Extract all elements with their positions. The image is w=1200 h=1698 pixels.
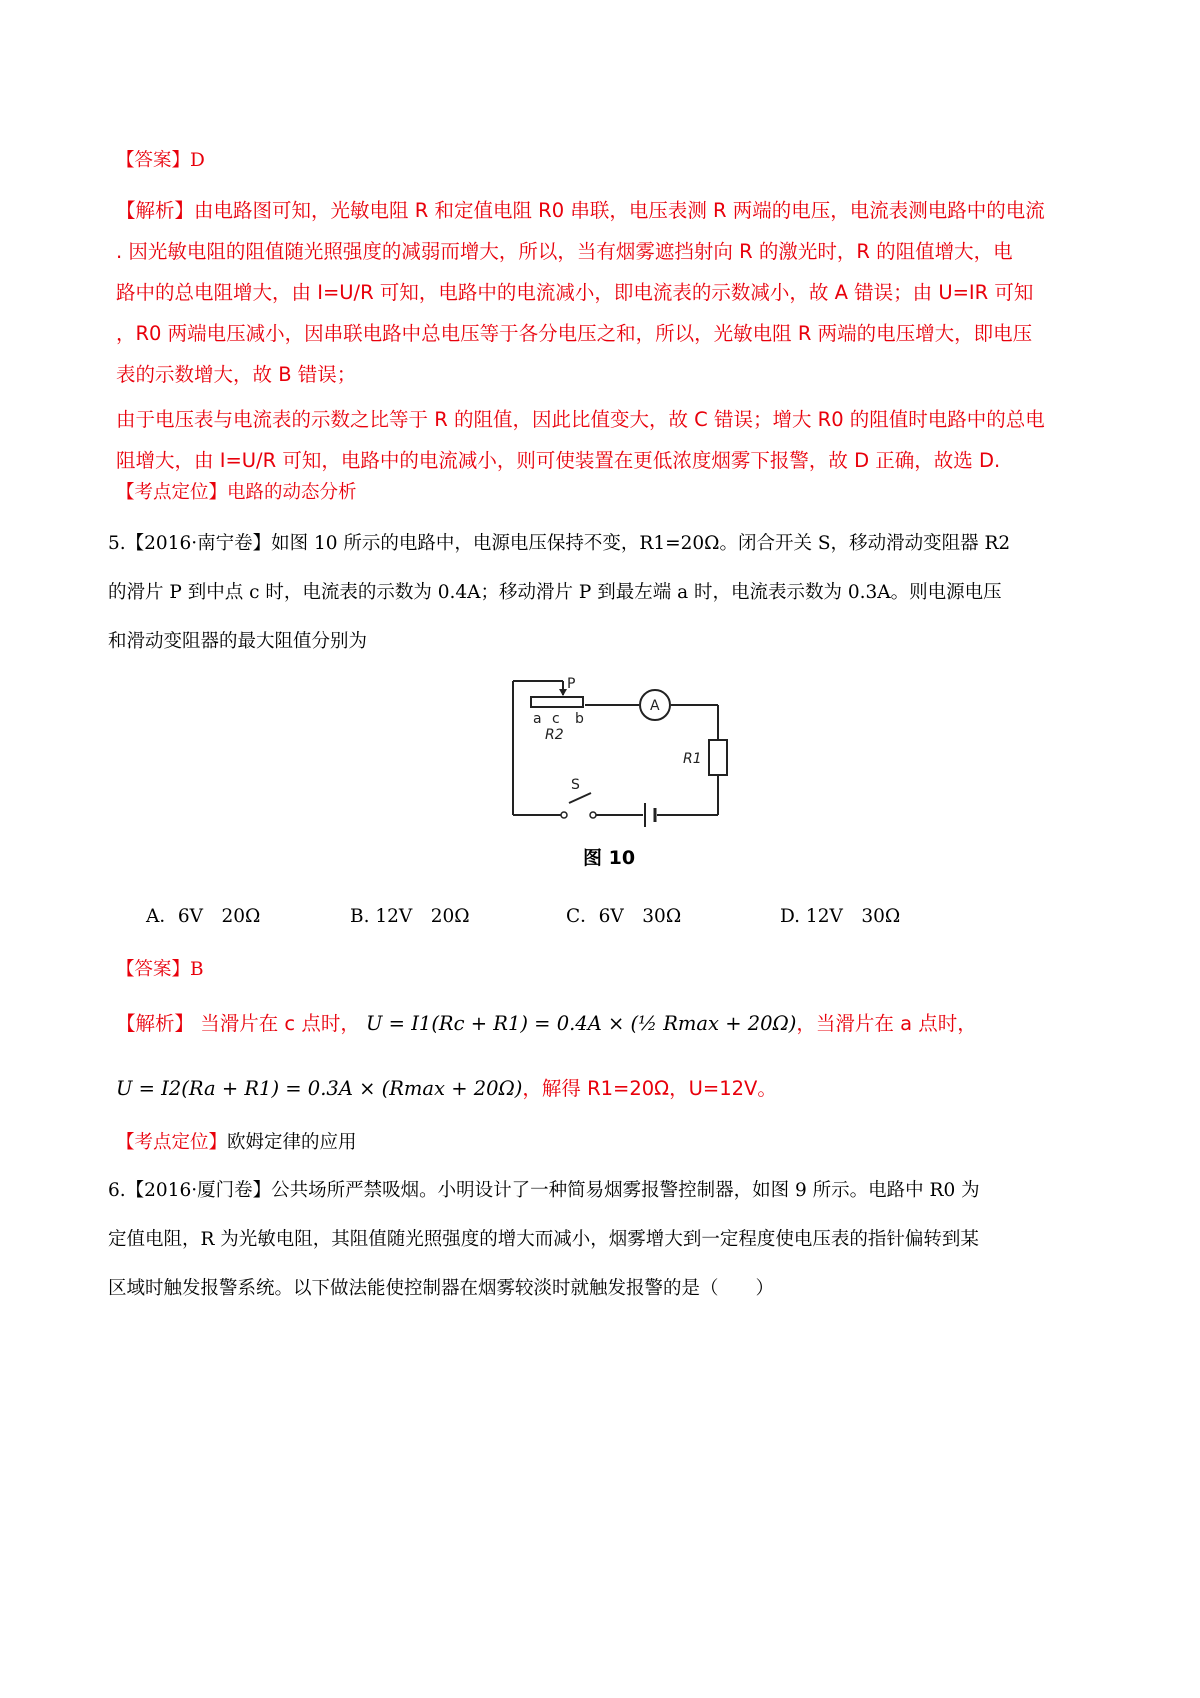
q6-stem-line (108, 1176, 980, 1202)
q5-stem-line: 和滑动变阻器的最大阻值分别为 (108, 631, 368, 652)
answer-label: 【答案】 (116, 150, 191, 171)
answer-value: B (190, 959, 204, 980)
choice-b: B. 12V 20Ω (350, 906, 470, 927)
analysis-line: 阻增大，由 I=U/R 可知，电路中的电流减小，则可使装置在更低浓度烟雾下报警，故 D 正确，故选 D. (116, 449, 1001, 472)
label-s: S (571, 777, 580, 793)
kp-label: 【考点定位】 (116, 1132, 228, 1153)
q5-analysis-line-1 (116, 1008, 977, 1036)
q5-answer (116, 955, 204, 981)
circuit-diagram (505, 675, 735, 835)
figure-caption: 图 10 (583, 847, 636, 869)
kp-value: 电路的动态分析 (227, 482, 357, 503)
analysis-line: 由于电压表与电流表的示数之比等于 R 的阻值，因此比值变大，故 C 错误；增大 R0 的阻值时电路中的总电 (116, 408, 1045, 431)
label-p: P (567, 676, 576, 692)
analysis-line (116, 195, 1045, 223)
q4-knowledge-point (116, 478, 357, 504)
formula-2: U = I2(Ra + R1) = 0.3A × (Rmax + 20Ω) (116, 1077, 523, 1100)
choice-a: A．6V 20Ω (146, 906, 261, 927)
q5-analysis-line-2 (116, 1073, 777, 1101)
choice-c: C．6V 30Ω (566, 906, 682, 927)
question-source: 【2016·南宁卷】 (125, 533, 272, 554)
kp-label: 【考点定位】 (116, 482, 228, 503)
label-ammeter: A (650, 698, 660, 714)
analysis-text: ，当滑片在 a 点时， (796, 1012, 977, 1035)
kp-value: 欧姆定律的应用 (227, 1132, 357, 1153)
formula-1: U = I1(Rc + R1) = 0.4A × (½ Rmax + 20Ω) (366, 1012, 797, 1035)
analysis-line: . 因光敏电阻的阻值随光照强度的减弱而增大，所以，当有烟雾遮挡射向 R 的激光时，R 的阻值增大，电 (116, 240, 1013, 263)
stem-text: 公共场所严禁吸烟。小明设计了一种简易烟雾报警控制器，如图 9 所示。电路中 R0 为 (271, 1180, 980, 1201)
analysis-line: 路中的总电阻增大，由 I=U/R 可知，电路中的电流减小，即电流表的示数减小，故 A 错误；由 U=IR 可知 (116, 281, 1034, 304)
analysis-text: 由电路图可知，光敏电阻 R 和定值电阻 R0 串联，电压表测 R 两端的电压，电流表测电路中的电流 (194, 199, 1045, 222)
q5-stem-line (108, 529, 1010, 555)
answer-value: D (190, 150, 205, 171)
analysis-text: 当滑片在 c 点时， (200, 1012, 360, 1035)
resistor-r1 (709, 740, 727, 775)
label-r1: R1 (683, 751, 702, 767)
label-b: b (575, 711, 584, 727)
choice-d: D. 12V 30Ω (780, 906, 901, 927)
label-a: a (533, 711, 542, 727)
analysis-line: ，R0 两端电压减小，因串联电路中总电压等于各分电压之和，所以，光敏电阻 R 两端的电压增大，即电压 (116, 322, 1033, 345)
stem-text: 如图 10 所示的电路中，电源电压保持不变，R1=20Ω。闭合开关 S，移动滑动变阻器 R2 (271, 533, 1011, 554)
q6-stem-line: 区域时触发报警系统。以下做法能使控制器在烟雾较淡时就触发报警的是（ ） (108, 1278, 775, 1299)
label-c: c (552, 711, 560, 727)
switch-contact (561, 812, 567, 818)
label-r2: R2 (545, 727, 564, 743)
analysis-text: ，解得 R1=20Ω，U=12V。 (522, 1077, 777, 1100)
q5-stem-line: 的滑片 P 到中点 c 时，电流表的示数为 0.4A；移动滑片 P 到最左端 a 时，电流表示数为 0.3A。则电源电压 (108, 582, 1002, 603)
q5-knowledge-point (116, 1128, 357, 1154)
question-source: 【2016·厦门卷】 (125, 1180, 272, 1201)
q6-stem-line: 定值电阻，R 为光敏电阻，其阻值随光照强度的增大而减小，烟雾增大到一定程度使电压表的指针偏转到某 (108, 1229, 979, 1250)
answer-label: 【答案】 (116, 959, 191, 980)
switch-contact (590, 812, 596, 818)
rheostat-r2 (531, 697, 583, 707)
analysis-line: 表的示数增大，故 B 错误； (116, 363, 357, 386)
analysis-label: 【解析】 (116, 199, 195, 222)
question-number: 5. (108, 533, 126, 554)
slider-arrow (559, 689, 567, 696)
question-number: 6. (108, 1180, 126, 1201)
analysis-label: 【解析】 (116, 1012, 195, 1035)
q4-answer (116, 146, 205, 172)
